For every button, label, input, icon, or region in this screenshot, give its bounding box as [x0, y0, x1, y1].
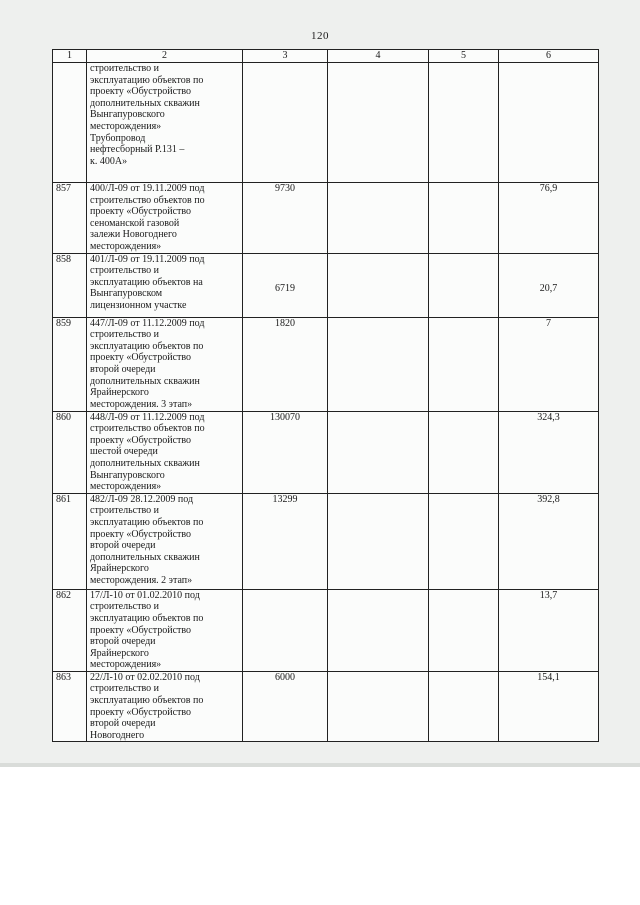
cell-number: 861	[53, 493, 87, 589]
cell-col4	[328, 183, 429, 254]
cell-col6: 20,7	[499, 253, 599, 317]
cell-col6	[499, 63, 599, 183]
table-row	[53, 493, 599, 589]
cell-col5	[429, 317, 499, 411]
cell-col5	[429, 493, 499, 589]
cell-number: 857	[53, 183, 87, 254]
cell-number: 862	[53, 589, 87, 671]
cell-col3: 1820	[243, 317, 328, 411]
column-header-3: 3	[243, 50, 328, 63]
cell-col3: 6719	[243, 253, 328, 317]
cell-col6: 392,8	[499, 493, 599, 589]
cell-col4	[328, 671, 429, 742]
cell-col3	[243, 589, 328, 671]
cell-col4	[328, 253, 429, 317]
column-header-1: 1	[53, 50, 87, 63]
cell-col5	[429, 671, 499, 742]
cell-col6: 76,9	[499, 183, 599, 254]
cell-col4	[328, 63, 429, 183]
cell-col5	[429, 63, 499, 183]
table-row	[53, 671, 599, 742]
page-number: 120	[311, 30, 329, 42]
cell-col3	[243, 63, 328, 183]
cell-description: 447/Л-09 от 11.12.2009 под строительство и эксплуатацию объектов по проекту «Обустройство второй очереди дополнительных скважин Ярайнерского месторождения. 3 этап»	[87, 317, 243, 411]
column-header-2: 2	[87, 50, 243, 63]
cell-description: 401/Л-09 от 19.11.2009 под строительство и эксплуатацию объектов на Вынгапуровском лицензионном участке	[87, 253, 243, 317]
cell-col3: 9730	[243, 183, 328, 254]
cell-number: 858	[53, 253, 87, 317]
table-row	[53, 317, 599, 411]
cell-description: 17/Л-10 от 01.02.2010 под строительство и эксплуатацию объектов по проекту «Обустройство второй очереди Ярайнерского месторождения»	[87, 589, 243, 671]
table-row	[53, 183, 599, 254]
cell-col3: 6000	[243, 671, 328, 742]
cell-col6: 154,1	[499, 671, 599, 742]
cell-col4	[328, 589, 429, 671]
cell-description: строительство и эксплуатацию объектов по проекту «Обустройство дополнительных скважин Вынгапуровского месторождения» Трубопровод нефтесборный Р.131 – к. 400А»	[87, 63, 243, 183]
scan-edge	[0, 763, 640, 767]
cell-col6: 324,3	[499, 411, 599, 493]
column-header-4: 4	[328, 50, 429, 63]
cell-description: 400/Л-09 от 19.11.2009 под строительство объектов по проекту «Обустройство сеноманской газовой залежи Новогоднего месторождения»	[87, 183, 243, 254]
cell-col6: 7	[499, 317, 599, 411]
cell-col4	[328, 317, 429, 411]
registry-table	[52, 49, 599, 742]
table-row	[53, 253, 599, 317]
cell-number: 859	[53, 317, 87, 411]
table-row	[53, 411, 599, 493]
column-header-5: 5	[429, 50, 499, 63]
cell-col6: 13,7	[499, 589, 599, 671]
cell-number: 860	[53, 411, 87, 493]
cell-col4	[328, 493, 429, 589]
cell-description: 482/Л-09 28.12.2009 под строительство и эксплуатацию объектов по проекту «Обустройство второй очереди дополнительных скважин Ярайнерского месторождения. 2 этап»	[87, 493, 243, 589]
table-row	[53, 589, 599, 671]
header-row	[53, 50, 599, 63]
cell-col4	[328, 411, 429, 493]
cell-description: 22/Л-10 от 02.02.2010 под строительство и эксплуатацию объектов по проекту «Обустройство второй очереди Новогоднего	[87, 671, 243, 742]
cell-col5	[429, 589, 499, 671]
table-row-continuation	[53, 63, 599, 183]
column-header-6: 6	[499, 50, 599, 63]
cell-number: 863	[53, 671, 87, 742]
cell-col5	[429, 183, 499, 254]
cell-col5	[429, 411, 499, 493]
cell-col5	[429, 253, 499, 317]
cell-description: 448/Л-09 от 11.12.2009 под строительство объектов по проекту «Обустройство шестой очереди дополнительных скважин Вынгапуровского месторождения»	[87, 411, 243, 493]
cell-number	[53, 63, 87, 183]
cell-col3: 13299	[243, 493, 328, 589]
cell-col3: 130070	[243, 411, 328, 493]
